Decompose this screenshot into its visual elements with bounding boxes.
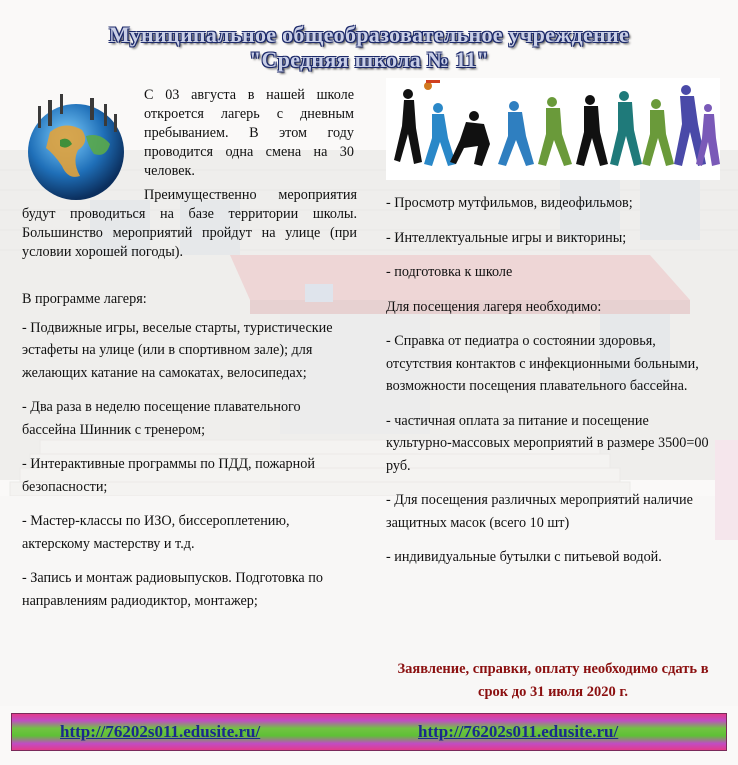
website-link-left[interactable]: http://76202s011.edusite.ru/ xyxy=(60,722,261,741)
intro-paragraph-2: Преимущественно мероприятия будут проводиться на базе территории школы. Большинство мероприятий пройдут на улице (при условии хорошей погоды). xyxy=(22,187,357,260)
program-item: - Интерактивные программы по ПДД, пожарной безопасности; xyxy=(22,456,315,495)
program-item: - Интеллектуальные игры и викторины; xyxy=(386,229,627,246)
requirement-item: - Для посещения различных мероприятий наличие защитных масок (всего 10 шт) xyxy=(386,492,693,531)
intro-paragraph-1: С 03 августа в нашей школе откроется лагерь с дневным пребыванием. В этом году проводится одна смена на 30 человек. xyxy=(144,87,354,179)
requirement-item: - Справка от педиатра о состоянии здоровья, отсутствия контактов с инфекционными больными, возможности посещения плавательного бассейна. xyxy=(386,333,699,394)
program-item: - Просмотр мутфильмов, видеофильмов; xyxy=(386,195,633,211)
program-item: - Запись и монтаж радиовыпусков. Подготовка по направлениям радиодиктор, монтажер; xyxy=(22,570,323,609)
title-line-1: Муниципальное общеобразовательное учреждение xyxy=(108,22,630,47)
deadline-notice: Заявление, справки, оплату необходимо сдать в срок до 31 июля 2020 г. xyxy=(397,661,709,700)
intro-text xyxy=(144,86,354,181)
requirement-item: - частичная оплата за питание и посещение культурно-массовых мероприятий в размере 3500=00 руб. xyxy=(386,412,709,474)
page-title xyxy=(0,22,738,72)
footer-bar xyxy=(12,714,726,750)
intro-text-wide xyxy=(22,186,357,262)
program-column-left xyxy=(22,288,357,612)
sports-silhouettes-image xyxy=(386,78,720,180)
program-column-right xyxy=(386,192,714,569)
requirements-heading: Для посещения лагеря необходимо: xyxy=(386,298,602,315)
program-heading: В программе лагеря: xyxy=(22,291,147,307)
program-item: - Подвижные игры, веселые старты, туристические эстафеты на улице (или в спортивном зале); для желающих катание на самокатах, велосипедах; xyxy=(22,319,333,381)
requirement-item: - индивидуальные бутылки с питьевой водой. xyxy=(386,549,662,565)
program-item: - Мастер-классы по ИЗО, биссероплетению, актерскому мастерству и т.д. xyxy=(22,513,290,552)
website-link-right[interactable]: http://76202s011.edusite.ru/ xyxy=(418,722,619,741)
program-item: - подготовка к школе xyxy=(386,264,513,280)
title-line-2: "Средняя школа № 11" xyxy=(248,47,490,72)
program-item: - Два раза в неделю посещение плавательного бассейна Шинник с тренером; xyxy=(22,399,301,438)
